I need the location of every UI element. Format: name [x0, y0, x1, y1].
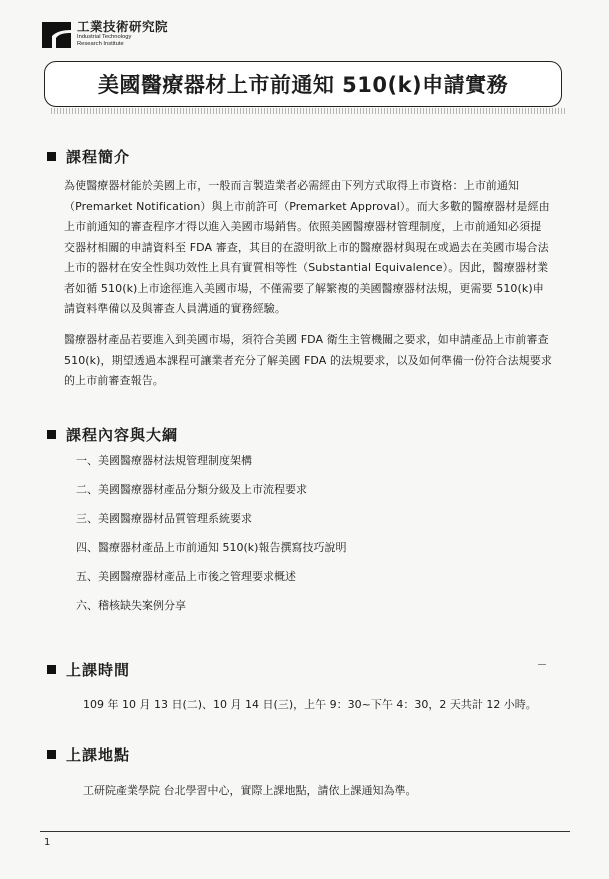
org-name-en-line1: Industrial Technology — [77, 34, 132, 40]
section-intro-heading — [47, 146, 130, 167]
itri-logo — [40, 20, 168, 50]
course-time-text: 109 年 10 月 13 日(二)、10 月 14 日(三)，上午 9：30~下午 4：30，2 天共計 12 小時。 — [83, 698, 537, 711]
square-bullet-icon — [47, 750, 56, 759]
section-outline-heading — [47, 424, 178, 445]
course-location-text: 工研院產業學院 台北學習中心，實際上課地點，請依上課通知為準。 — [83, 784, 417, 797]
footer-divider — [40, 831, 570, 832]
page-number: 1 — [44, 837, 51, 848]
section-outline-title: 課程內容與大綱 — [66, 426, 179, 444]
outline-item: 六、稽核缺失案例分享 — [76, 599, 186, 612]
section-location-title: 上課地點 — [66, 746, 131, 764]
outline-list — [76, 454, 346, 628]
outline-item: 三、美國醫療器材品質管理系統要求 — [76, 512, 252, 525]
section-intro-title: 課程簡介 — [66, 148, 131, 166]
org-name-en-line2: Research Institute — [77, 41, 124, 47]
section-time-heading — [47, 659, 130, 680]
divider — [538, 664, 546, 665]
section-time-title: 上課時間 — [66, 661, 131, 679]
outline-item: 四、醫療器材產品上市前通知 510(k)報告撰寫技巧說明 — [76, 541, 347, 554]
intro-paragraph-1: 為使醫療器材能於美國上市，一般而言製造業者必需經由下列方式取得上市資格：上市前通知（Premarket Notification）與上市前許可（Premarket Approval）。而大多數的醫療器材是經由上市前通知的審查程序才得以進入美國市場銷售。依照美國醫療器材管理制度，上市前通知必須提交器材相關的申請資料至 FDA 審查，其目的在證明欲上市的醫療器材與現在或過去在美國市場合法上市的器材在安全性與功效性上具有實質相等性（Substantial Equivalence）。因此，醫療器材業者如循 510(k)上市途徑進入美國市場，不僅需要了解繁複的美國醫療器材法規，更需要 510(k)申請資料準備以及與審查人員溝通的實務經驗。 — [64, 179, 550, 315]
outline-item: 二、美國醫療器材產品分類分級及上市流程要求 — [76, 483, 307, 496]
org-name-zh: 工業技術研究院 — [77, 19, 169, 34]
itri-logo-icon — [40, 20, 73, 50]
intro-paragraph-2: 醫療器材產品若要進入到美國市場，須符合美國 FDA 衛生主管機關之要求，如申請產品上市前審查 510(k)，期望透過本課程可讓業者充分了解美國 FDA 的法規要求，以及如何準備一份符合法規要求的上市前審查報告。 — [64, 333, 552, 387]
course-title-box — [44, 61, 562, 107]
outline-item: 五、美國醫療器材產品上市後之管理要求概述 — [76, 570, 296, 583]
square-bullet-icon — [47, 152, 56, 161]
course-title: 美國醫療器材上市前通知 510(k)申請實務 — [97, 73, 509, 97]
outline-item: 一、美國醫療器材法規管理制度架構 — [76, 454, 252, 467]
section-location-heading — [47, 744, 130, 765]
square-bullet-icon — [47, 665, 56, 674]
square-bullet-icon — [47, 430, 56, 439]
